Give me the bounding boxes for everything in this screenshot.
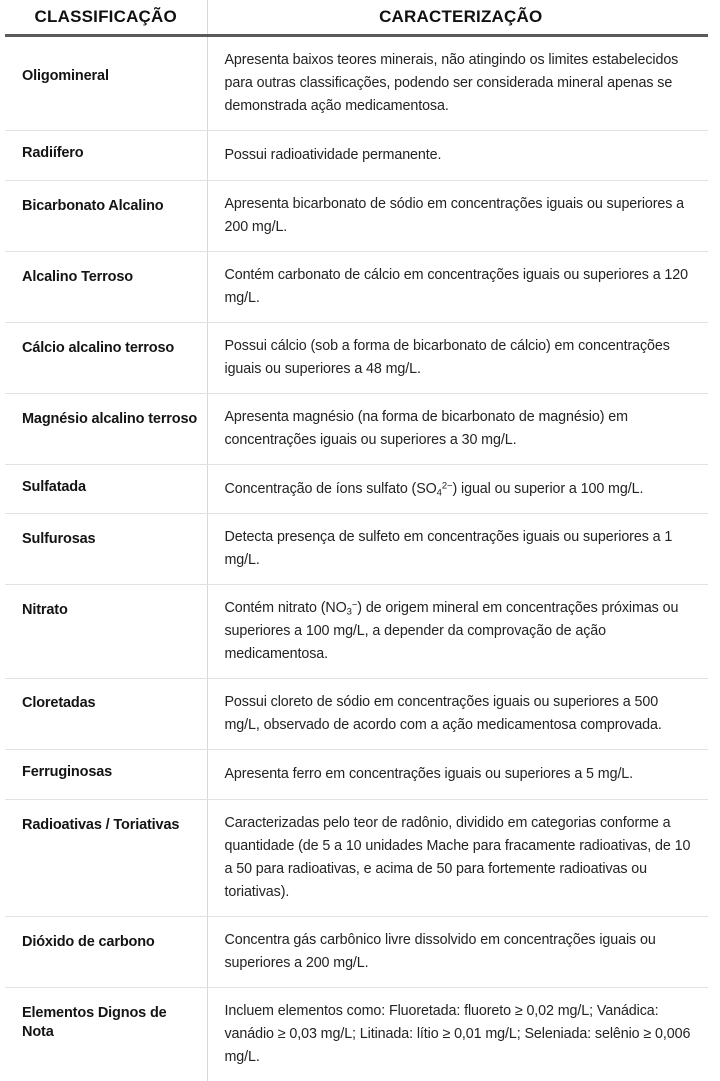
characterization-text: Possui cálcio (sob a forma de bicarbonato de cálcio) em concentrações iguais ou superiores a 48 mg/L. [208,323,709,393]
cell-classification [5,988,207,1081]
column-header-classification-label: CLASSIFICAÇÃO [5,0,207,34]
characterization-text: Detecta presença de sulfeto em concentrações iguais ou superiores a 1 mg/L. [208,514,709,584]
cell-characterization [207,181,708,252]
column-header-characterization [207,0,708,36]
classification-label: Cloretadas [5,679,207,727]
cell-classification [5,394,207,465]
table-row [5,36,708,131]
characterization-text: Possui cloreto de sódio em concentrações iguais ou superiores a 500 mg/L, observado de acordo com a ação medicamentosa comprovada. [208,679,709,749]
table-row [5,800,708,917]
column-header-characterization-label: CARACTERIZAÇÃO [208,0,709,34]
table-row [5,917,708,988]
classification-label: Ferruginosas [5,750,207,795]
column-header-classification [5,0,207,36]
classification-label: Sulfurosas [5,514,207,563]
table-body [5,36,708,1081]
characterization-text: Incluem elementos como: Fluoretada: fluoreto ≥ 0,02 mg/L; Vanádica: vanádio ≥ 0,03 mg/L; Litinada: lítio ≥ 0,01 mg/L; Seleniada: selênio ≥ 0,006 mg/L. [208,988,709,1081]
cell-characterization [207,750,708,800]
table-header [5,0,708,36]
classification-label: Magnésio alcalino terroso [5,394,207,443]
characterization-text: Apresenta bicarbonato de sódio em concentrações iguais ou superiores a 200 mg/L. [208,181,709,251]
cell-characterization [207,585,708,679]
cell-classification [5,131,207,181]
classification-label: Radiífero [5,131,207,176]
cell-classification [5,465,207,514]
cell-characterization [207,465,708,514]
classification-label: Elementos Dignos de Nota [5,988,207,1056]
cell-classification [5,36,207,131]
table-row [5,394,708,465]
cell-characterization [207,323,708,394]
cell-classification [5,323,207,394]
table-row [5,252,708,323]
water-classification-table [5,0,708,1081]
cell-classification [5,679,207,750]
table-row [5,323,708,394]
cell-classification [5,750,207,800]
table-row [5,585,708,679]
classification-label: Nitrato [5,585,207,634]
table-row [5,750,708,800]
cell-classification [5,514,207,585]
characterization-text: Apresenta ferro em concentrações iguais ou superiores a 5 mg/L. [208,750,709,799]
cell-characterization [207,36,708,131]
cell-characterization [207,252,708,323]
classification-label: Sulfatada [5,465,207,511]
table-row [5,131,708,181]
cell-classification [5,917,207,988]
characterization-text: Contém nitrato $(NO_3^-)$ de origem mineral em concentrações próximas ou superiores a 100 mg/L, a depender da comprovação de ação medicamentosa. [208,585,709,678]
classification-label: Bicarbonato Alcalino [5,181,207,230]
cell-classification [5,585,207,679]
cell-characterization [207,514,708,585]
classification-label: Oligomineral [5,37,207,100]
classification-label: Radioativas / Toriativas [5,800,207,849]
cell-characterization [207,394,708,465]
characterization-text: Possui radioatividade permanente. [208,131,709,180]
table-row [5,679,708,750]
characterization-text: Caracterizadas pelo teor de radônio, dividido em categorias conforme a quantidade (de 5 a 10 unidades Mache para fracamente radioativas, de 10 a 50 para radioativas, e acima de 50 para fortemente radioativas ou toriativas). [208,800,709,916]
cell-characterization [207,917,708,988]
characterization-text: Concentração de íons sulfato $(SO_4^{2-})$ igual ou superior a 100 mg/L. [208,465,709,513]
table-row [5,988,708,1081]
characterization-text: Contém carbonato de cálcio em concentrações iguais ou superiores a 120 mg/L. [208,252,709,322]
cell-classification [5,181,207,252]
cell-characterization [207,679,708,750]
table-row [5,514,708,585]
classification-label: Alcalino Terroso [5,252,207,301]
cell-classification [5,252,207,323]
characterization-text: Apresenta magnésio (na forma de bicarbonato de magnésio) em concentrações iguais ou superiores a 30 mg/L. [208,394,709,464]
cell-characterization [207,131,708,181]
cell-classification [5,800,207,917]
cell-characterization [207,988,708,1081]
classification-label: Cálcio alcalino terroso [5,323,207,372]
table-row [5,181,708,252]
table-row [5,465,708,514]
characterization-text: Concentra gás carbônico livre dissolvido em concentrações iguais ou superiores a 200 mg/L. [208,917,709,987]
classification-label: Dióxido de carbono [5,917,207,966]
characterization-text: Apresenta baixos teores minerais, não atingindo os limites estabelecidos para outras classificações, podendo ser considerada mineral apenas se demonstrada ação medicamentosa. [208,37,709,130]
cell-characterization [207,800,708,917]
